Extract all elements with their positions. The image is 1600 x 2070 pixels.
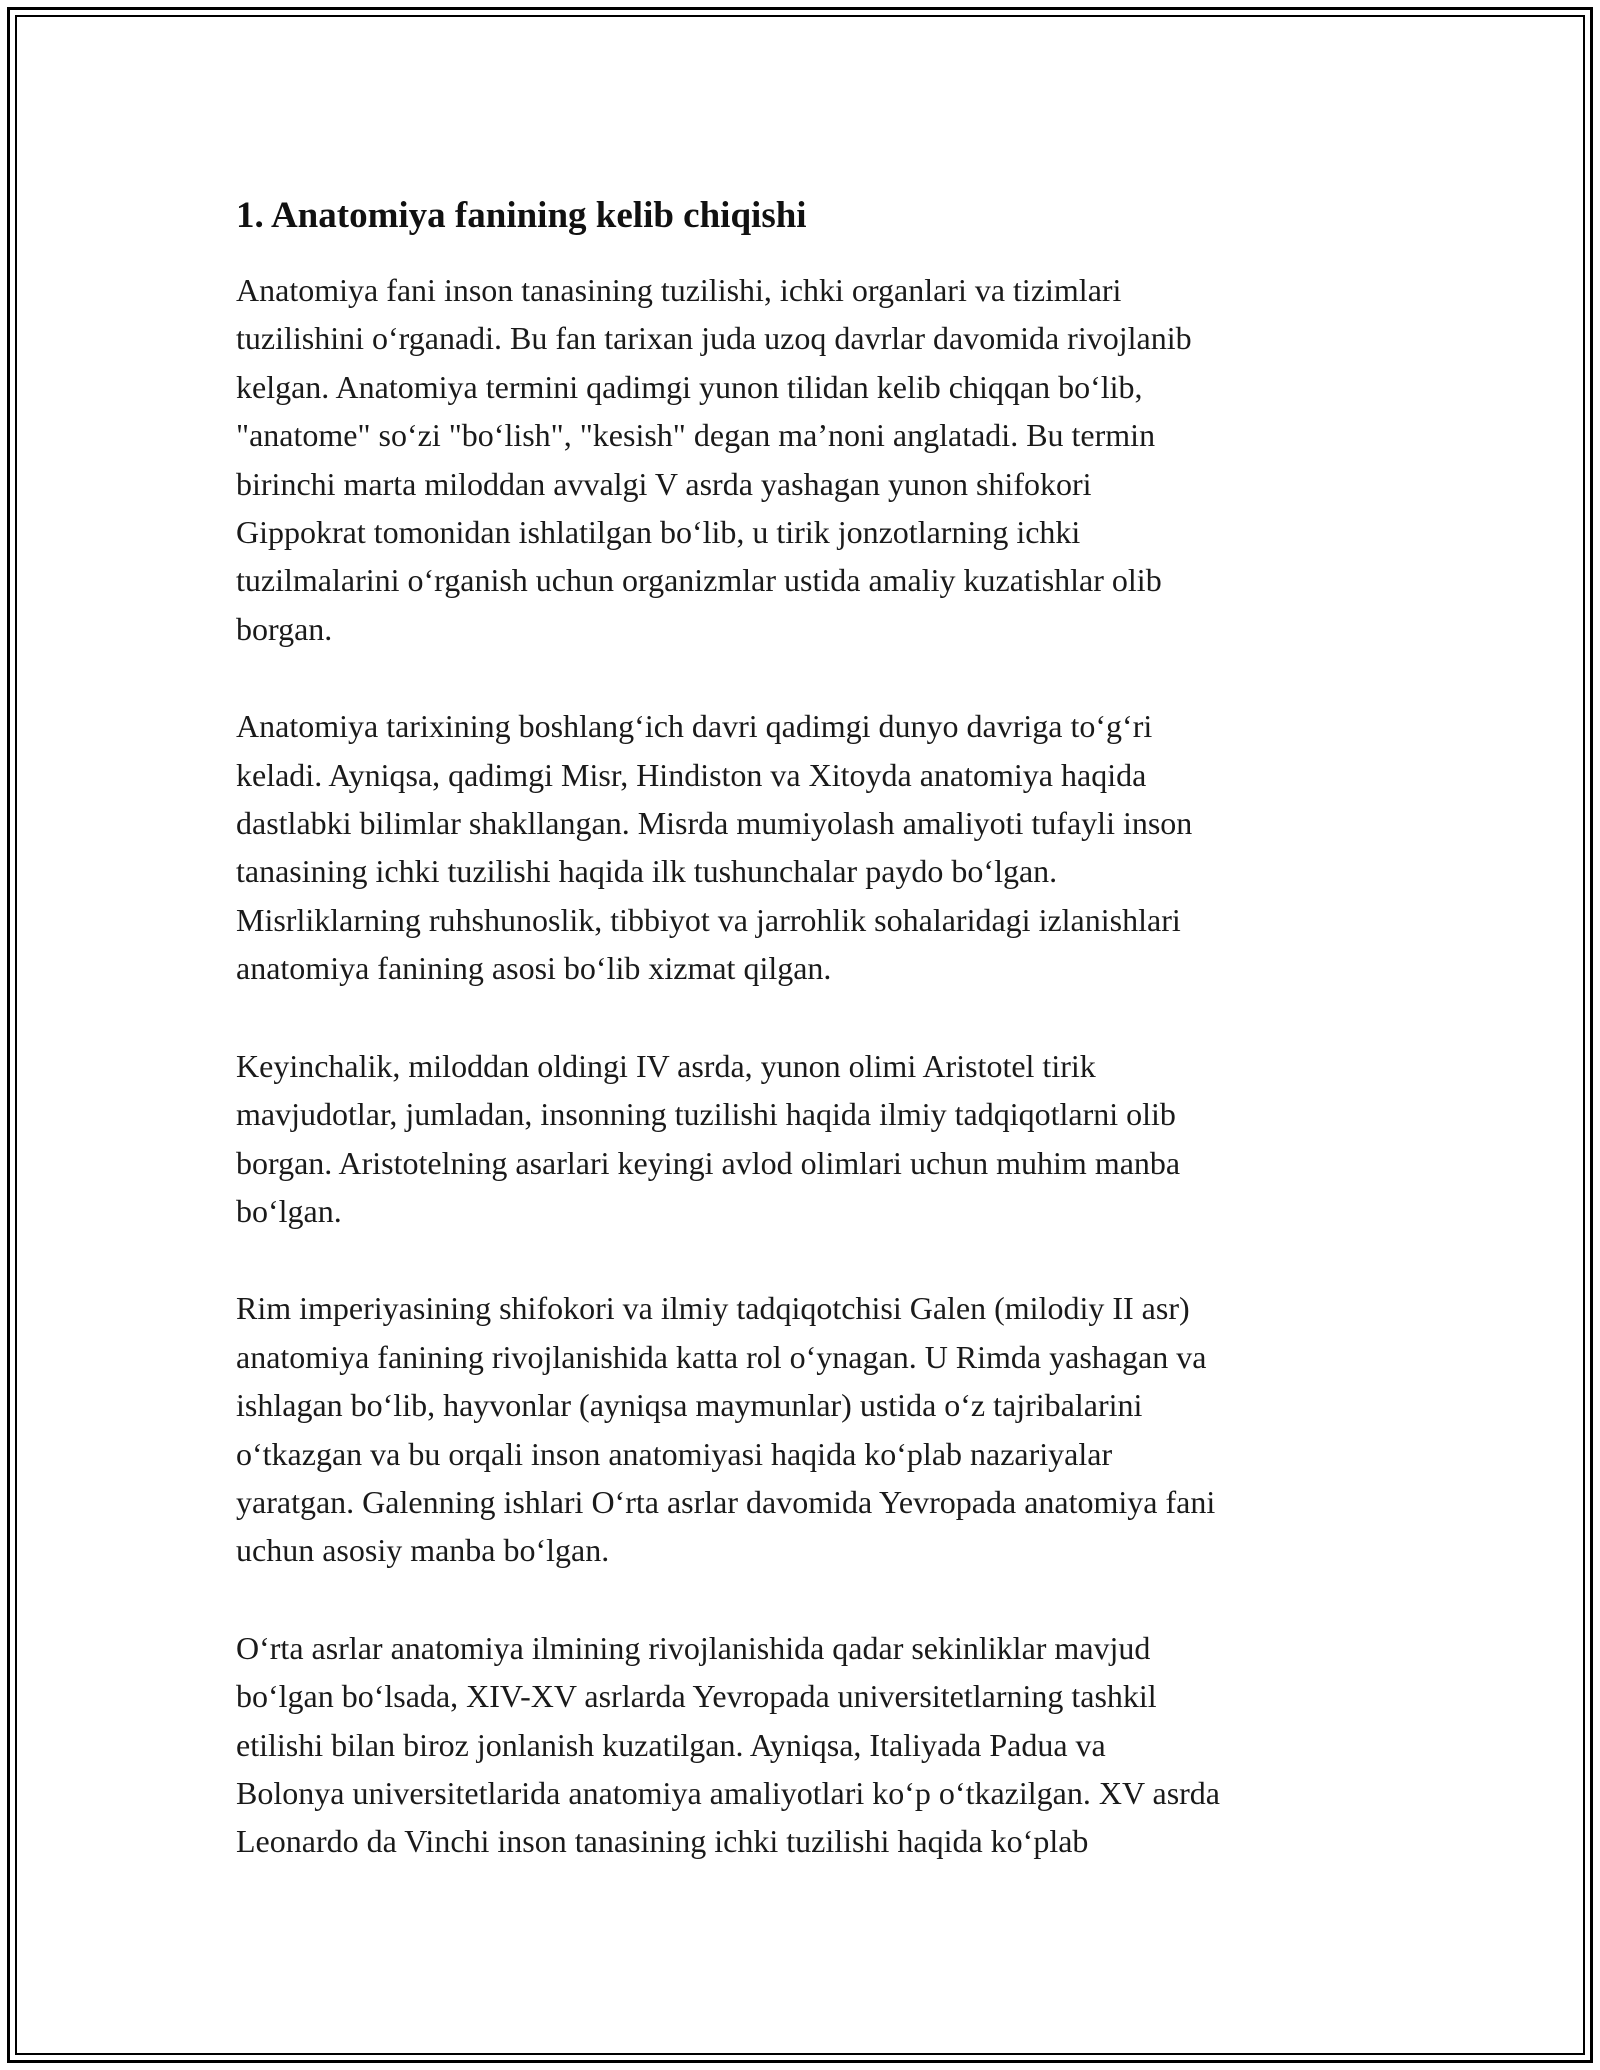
text-line: "anatome" so‘zi "bo‘lish", "kesish" degan ma’noni anglatadi. Bu termin [236,417,1156,454]
text-line: tuzilishini o‘rganadi. Bu fan tarixan juda uzoq davrlar davomida rivojlanib [236,320,1192,357]
text-line: mavjudotlar, jumladan, insonning tuzilishi haqida ilmiy tadqiqotlarni olib [236,1096,1176,1133]
text-line: borgan. [236,610,333,647]
text-line: keladi. Ayniqsa, qadimgi Misr, Hindiston va Xitoyda anatomiya haqida [236,756,1147,793]
paragraph-4 [236,1284,1376,1574]
text-line: Rim imperiyasining shifokori va ilmiy tadqiqotchisi Galen (milodiy II asr) [236,1290,1190,1327]
text-line: bo‘lgan bo‘lsada, XIV-XV asrlarda Yevropada universitetlarning tashkil [236,1678,1157,1715]
text-line: birinchi marta miloddan avvalgi V asrda yashagan yunon shifokori [236,465,1092,502]
document-body [236,190,1376,1915]
text-line: uchun asosiy manba bo‘lgan. [236,1532,610,1569]
text-line: O‘rta asrlar anatomiya ilmining rivojlanishida qadar sekinliklar mavjud [236,1629,1151,1666]
text-line: Anatomiya fani inson tanasining tuzilishi, ichki organlari va tizimlari [236,272,1122,308]
paragraph-5 [236,1624,1376,1866]
text-line: anatomiya fanining asosi bo‘lib xizmat qilgan. [236,950,832,987]
text-line: tanasining ichki tuzilishi haqida ilk tushunchalar paydo bo‘lgan. [236,853,1058,890]
text-line: o‘tkazgan va bu orqali inson anatomiyasi haqida ko‘plab nazariyalar [236,1435,1113,1472]
text-line: kelgan. Anatomiya termini qadimgi yunon tilidan kelib chiqqan bo‘lib, [236,368,1143,405]
paragraph-2 [236,702,1376,992]
text-line: Leonardo da Vinchi inson tanasining ichki tuzilishi haqida ko‘plab [236,1823,1089,1860]
paragraph-1 [236,266,1376,653]
text-line: etilishi bilan biroz jonlanish kuzatilgan. Ayniqsa, Italiyada Padua va [236,1726,1106,1763]
text-line: Gippokrat tomonidan ishlatilgan bo‘lib, u tirik jonzotlarning ichki [236,514,1081,551]
text-line: Misrliklarning ruhshunoslik, tibbiyot va jarrohlik sohalaridagi izlanishlari [236,901,1181,938]
paragraph-list [236,266,1376,1866]
text-line: Keyinchalik, miloddan oldingi IV asrda, yunon olimi Aristotel tirik [236,1047,1096,1084]
text-line: tuzilmalarini o‘rganish uchun organizmlar ustida amaliy kuzatishlar olib [236,562,1162,599]
text-line: ishlagan bo‘lib, hayvonlar (ayniqsa maymunlar) ustida o‘z tajribalarini [236,1387,1143,1424]
section-heading: 1. Anatomiya fanining kelib chiqishi [236,195,807,236]
text-line: dastlabki bilimlar shakllangan. Misrda mumiyolash amaliyoti tufayli inson [236,805,1193,842]
text-line: yaratgan. Galenning ishlari O‘rta asrlar davomida Yevropada anatomiya fani [236,1483,1216,1520]
text-line: bo‘lgan. [236,1192,342,1229]
text-line: Anatomiya tarixining boshlang‘ich davri qadimgi dunyo davriga to‘g‘ri [236,708,1153,745]
text-line: Bolonya universitetlarida anatomiya amaliyotlari ko‘p o‘tkazilgan. XV asrda [236,1774,1220,1811]
text-line: anatomiya fanining rivojlanishida katta rol o‘ynagan. U Rimda yashagan va [236,1338,1207,1375]
text-line: borgan. Aristotelning asarlari keyingi avlod olimlari uchun muhim manba [236,1144,1181,1181]
paragraph-3 [236,1042,1376,1236]
